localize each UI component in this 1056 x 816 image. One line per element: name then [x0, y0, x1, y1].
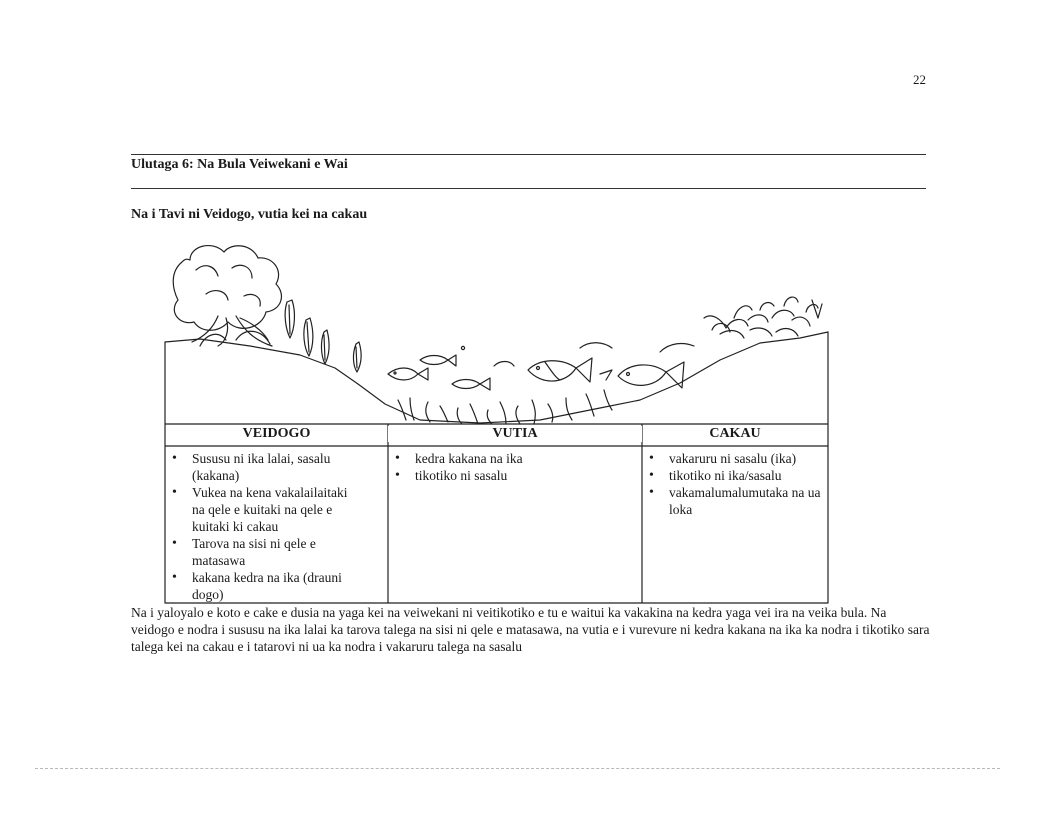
diagram-caption: Na i yaloyalo e koto e cake e dusia na yaga kei na veiwekani ni veitikotiko e tu e waitui ka vakakina na kedra yaga vei ira na veika bula. Na veidogo e nodra i sususu na ika lalai ka tarova talega na sisi ni qele e matasawa, na vutia e i vurevure ni kedra kakana na ika ka nodra i tikotiko sara talega kei na cakau e i tatarovi ni ua ka nodra i vakaruru talega na sasalu [131, 605, 930, 654]
list-item: • tikotiko ni ika/sasalu [644, 467, 826, 484]
list-item: • kakana kedra na ika (drauni dogo) [167, 569, 362, 603]
fish-icon [388, 355, 684, 390]
list-item: • vakamalumalumutaka na ua loka [644, 484, 826, 518]
list-item: • tikotiko ni sasalu [390, 467, 640, 484]
bubble [461, 346, 464, 349]
list-item: • kedra kakana na ika [390, 450, 640, 467]
list-item: • Tarova na sisi ni qele e matasawa [167, 535, 362, 569]
veidogo-list [167, 450, 362, 603]
wave-mark [494, 343, 694, 366]
list-item: • Sususu ni ika lalai, sasalu (kakana) [167, 450, 362, 484]
column-header-veidogo: VEIDOGO [242, 426, 311, 441]
vutia-list [390, 450, 640, 484]
diagram-title: Na i Tavi ni Veidogo, vutia kei na cakau [131, 207, 368, 222]
list-item: • Vukea na kena vakalailaitaki na qele e kuitaki na qele e kuitaki ki cakau [167, 484, 362, 535]
seabed-profile [165, 332, 828, 423]
list-item: • vakaruru ni sasalu (ika) [644, 450, 826, 467]
mangrove-tree-icon [173, 246, 281, 346]
column-header-cakau: CAKAU [709, 426, 761, 441]
cakau-list [644, 450, 826, 518]
mangrove-seedling-icon [285, 300, 361, 372]
column-header-vutia-label: VUTIA [492, 426, 538, 441]
column-header-vutia [388, 426, 642, 442]
seagrass-icon [398, 390, 612, 424]
section-heading: Ulutaga 6: Na Bula Veiwekani e Wai [131, 157, 348, 172]
coral-icon [704, 297, 822, 338]
page-number: 22 [913, 72, 926, 87]
scan-artifact-line [35, 768, 1000, 769]
